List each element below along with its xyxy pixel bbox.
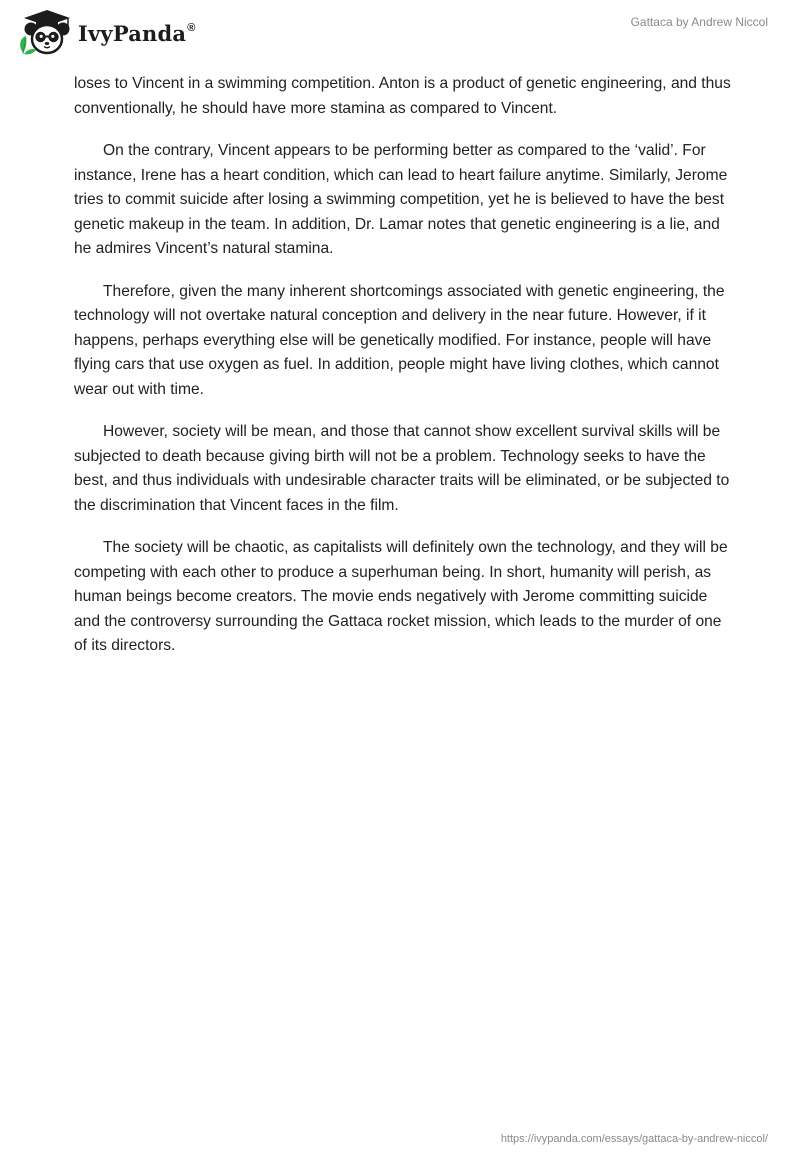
paragraph-5: The society will be chaotic, as capitalists will definitely own the technology, and they will be competing with each other to produce a superhuman being. In short, humanity will perish, as human beings become creators. The movie ends negatively with Jerome committing suicide and the controversy surrounding the Gattaca rocket mission, which leads to the murder of one of its directors. [74,539,728,654]
page-header [0,0,800,70]
registered-mark: ® [187,21,196,34]
paragraph-4: However, society will be mean, and those that cannot show excellent survival skills will be subjected to death because giving birth will not be a problem. Technology seeks to have the best, and thus individuals with undesirable character traits will be eliminated, or be subjected to the discrimination that Vincent faces in the film. [74,423,730,514]
essay-body [74,72,734,677]
paragraph-2: On the contrary, Vincent appears to be performing better as compared to the ‘valid’. For instance, Irene has a heart condition, which can lead to heart failure anytime. Similarly, Jerome tries to commit suicide after losing a swimming competition, yet he is believed to have the best genetic makeup in the team. In addition, Dr. Lamar notes that genetic engineering is a lie, and he admires Vincent’s natural stamina. [74,142,728,257]
document-title: Gattaca by Andrew Niccol [630,15,768,29]
logo-wordmark [78,21,196,46]
source-url-link[interactable]: https://ivypanda.com/essays/gattaca-by-andrew-niccol/ [500,1133,768,1145]
paragraph-1: loses to Vincent in a swimming competition. Anton is a product of genetic engineering, and thus conventionally, he should have more stamina as compared to Vincent. [74,75,731,117]
paragraph-3: Therefore, given the many inherent shortcomings associated with genetic engineering, the technology will not overtake natural conception and delivery in the near future. However, if it happens, perhaps everything else will be genetically modified. For instance, people will have flying cars that use oxygen as fuel. In addition, people might have living clothes, which cannot wear out with time. [74,282,725,398]
logo-name: IvyPanda [78,20,187,46]
panda-graduate-icon [14,8,76,56]
ivypanda-logo[interactable] [14,8,196,56]
